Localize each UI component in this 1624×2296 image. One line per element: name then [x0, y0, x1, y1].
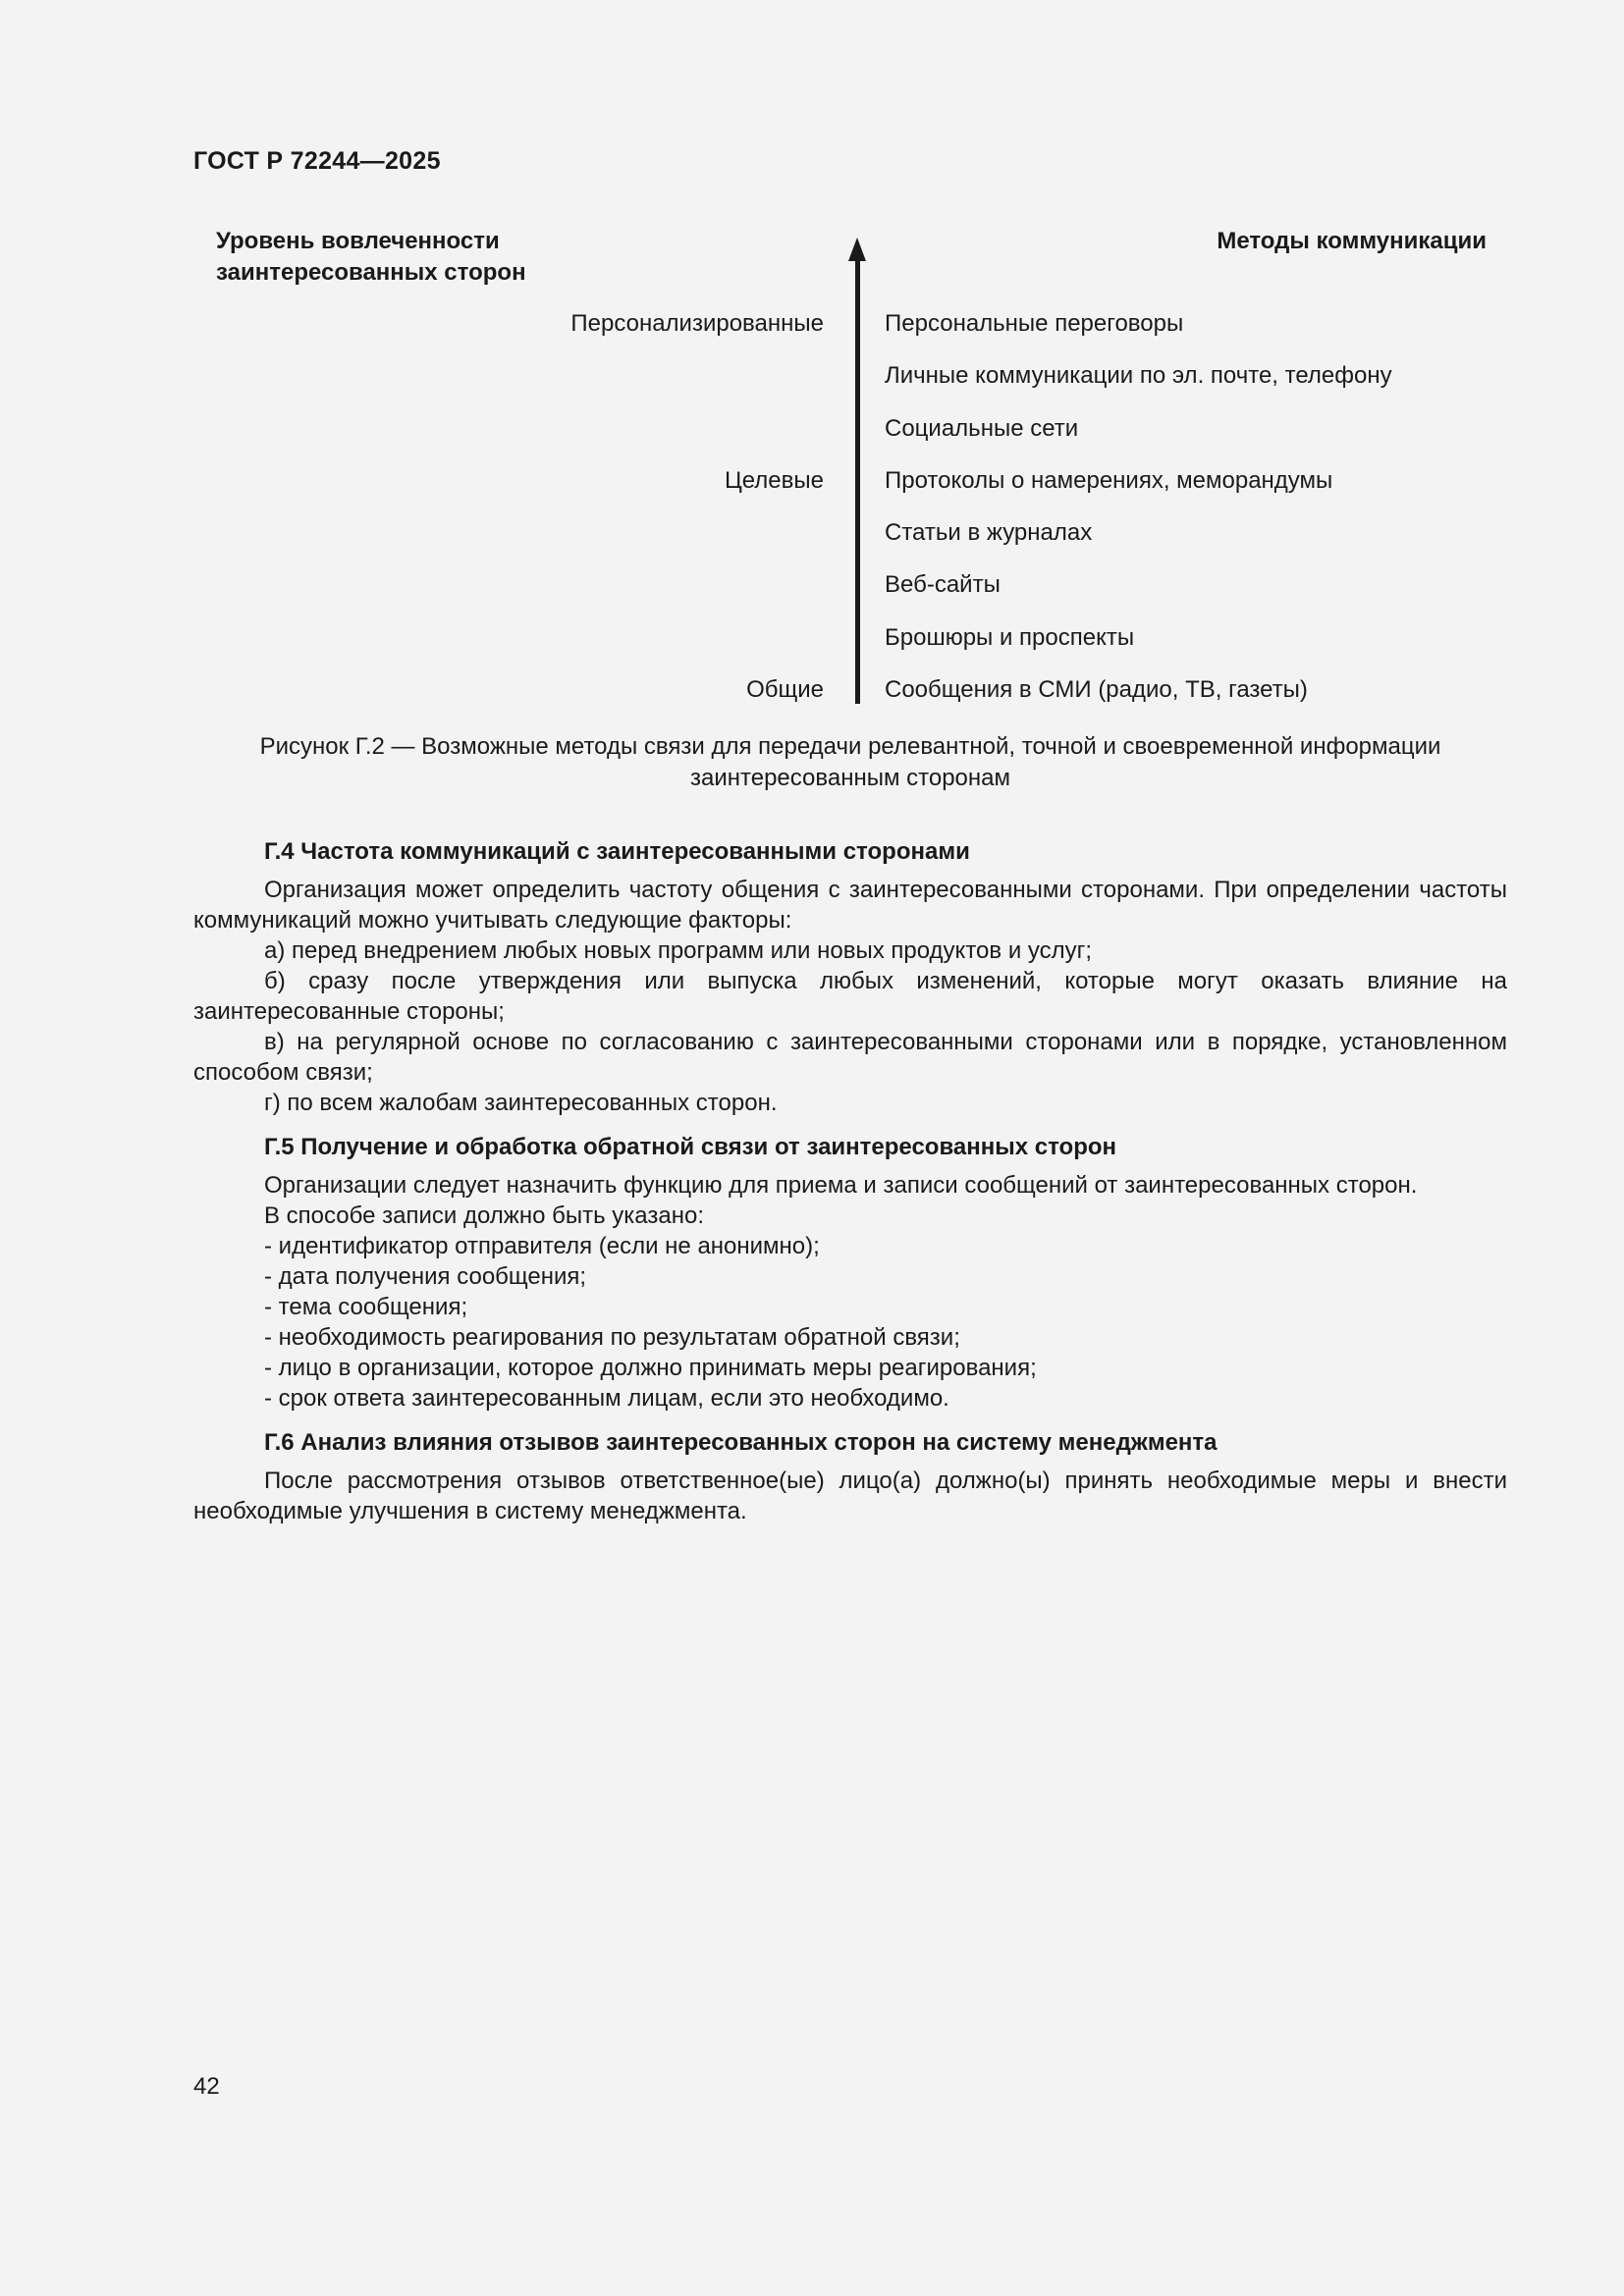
list-item: г) по всем жалобам заинтересованных сторон.	[264, 1090, 778, 1116]
list-item: - тема сообщения;	[264, 1294, 468, 1320]
figure-right-heading: Методы коммуникации	[1217, 228, 1487, 254]
section-paragraph: Организации следует назначить функцию для приема и записи сообщений от заинтересованных сторон.	[264, 1172, 1418, 1199]
section-title-g6: Г.6 Анализ влияния отзывов заинтересованных сторон на систему менеджмента	[264, 1429, 1218, 1456]
level-label-general: Общие	[746, 676, 824, 703]
figure-caption: Рисунок Г.2 — Возможные методы связи для передачи релевантной, точной и своевременной информации заинтересованным сторонам	[259, 733, 1441, 791]
list-item: в) на регулярной основе по согласованию с заинтересованными сторонами или в порядке, установленном способом связи;	[193, 1029, 1507, 1086]
list-item: - дата получения сообщения;	[264, 1263, 587, 1290]
level-label-targeted: Целевые	[724, 467, 824, 494]
list-item: - срок ответа заинтересованным лицам, если это необходимо.	[264, 1385, 949, 1412]
section-paragraph: После рассмотрения отзывов ответственное(ые) лицо(а) должно(ы) принять необходимые меры и внести необходимые улучшения в систему менеджмента.	[193, 1468, 1507, 1524]
figure-left-heading-line1: Уровень вовлеченности	[216, 228, 500, 254]
document-code-header: ГОСТ Р 72244—2025	[193, 147, 441, 175]
section-title-g4: Г.4 Частота коммуникаций с заинтересованными сторонами	[264, 838, 970, 865]
section-paragraph: Организация может определить частоту общения с заинтересованными сторонами. При определении частоты коммуникаций можно учитывать следующие факторы:	[193, 877, 1507, 934]
list-item: - лицо в организации, которое должно принимать меры реагирования;	[264, 1355, 1037, 1381]
list-item: - идентификатор отправителя (если не анонимно);	[264, 1233, 820, 1259]
method-item: Социальные сети	[885, 415, 1079, 442]
list-item: - необходимость реагирования по результатам обратной связи;	[264, 1324, 960, 1351]
list-item: а) перед внедрением любых новых программ или новых продуктов и услуг;	[264, 937, 1093, 964]
section-paragraph: В способе записи должно быть указано:	[264, 1202, 704, 1229]
figure-left-heading-line2: заинтересованных сторон	[216, 259, 526, 286]
list-item: б) сразу после утверждения или выпуска любых изменений, которые могут оказать влияние на заинтересованные стороны;	[193, 968, 1507, 1025]
method-item: Личные коммуникации по эл. почте, телефону	[885, 362, 1392, 389]
method-item: Веб-сайты	[885, 571, 1001, 598]
page-number: 42	[193, 2073, 220, 2100]
method-item: Брошюры и проспекты	[885, 624, 1135, 651]
section-title-g5: Г.5 Получение и обработка обратной связи от заинтересованных сторон	[264, 1134, 1117, 1160]
method-item: Статьи в журналах	[885, 519, 1093, 546]
method-item: Персональные переговоры	[885, 310, 1184, 337]
level-label-personalized: Персонализированные	[570, 310, 824, 337]
method-item: Протоколы о намерениях, меморандумы	[885, 467, 1333, 494]
method-item: Сообщения в СМИ (радио, ТВ, газеты)	[885, 676, 1308, 703]
document-body	[193, 836, 1507, 1526]
axis-line	[855, 257, 860, 704]
figure-left-heading	[216, 226, 526, 289]
